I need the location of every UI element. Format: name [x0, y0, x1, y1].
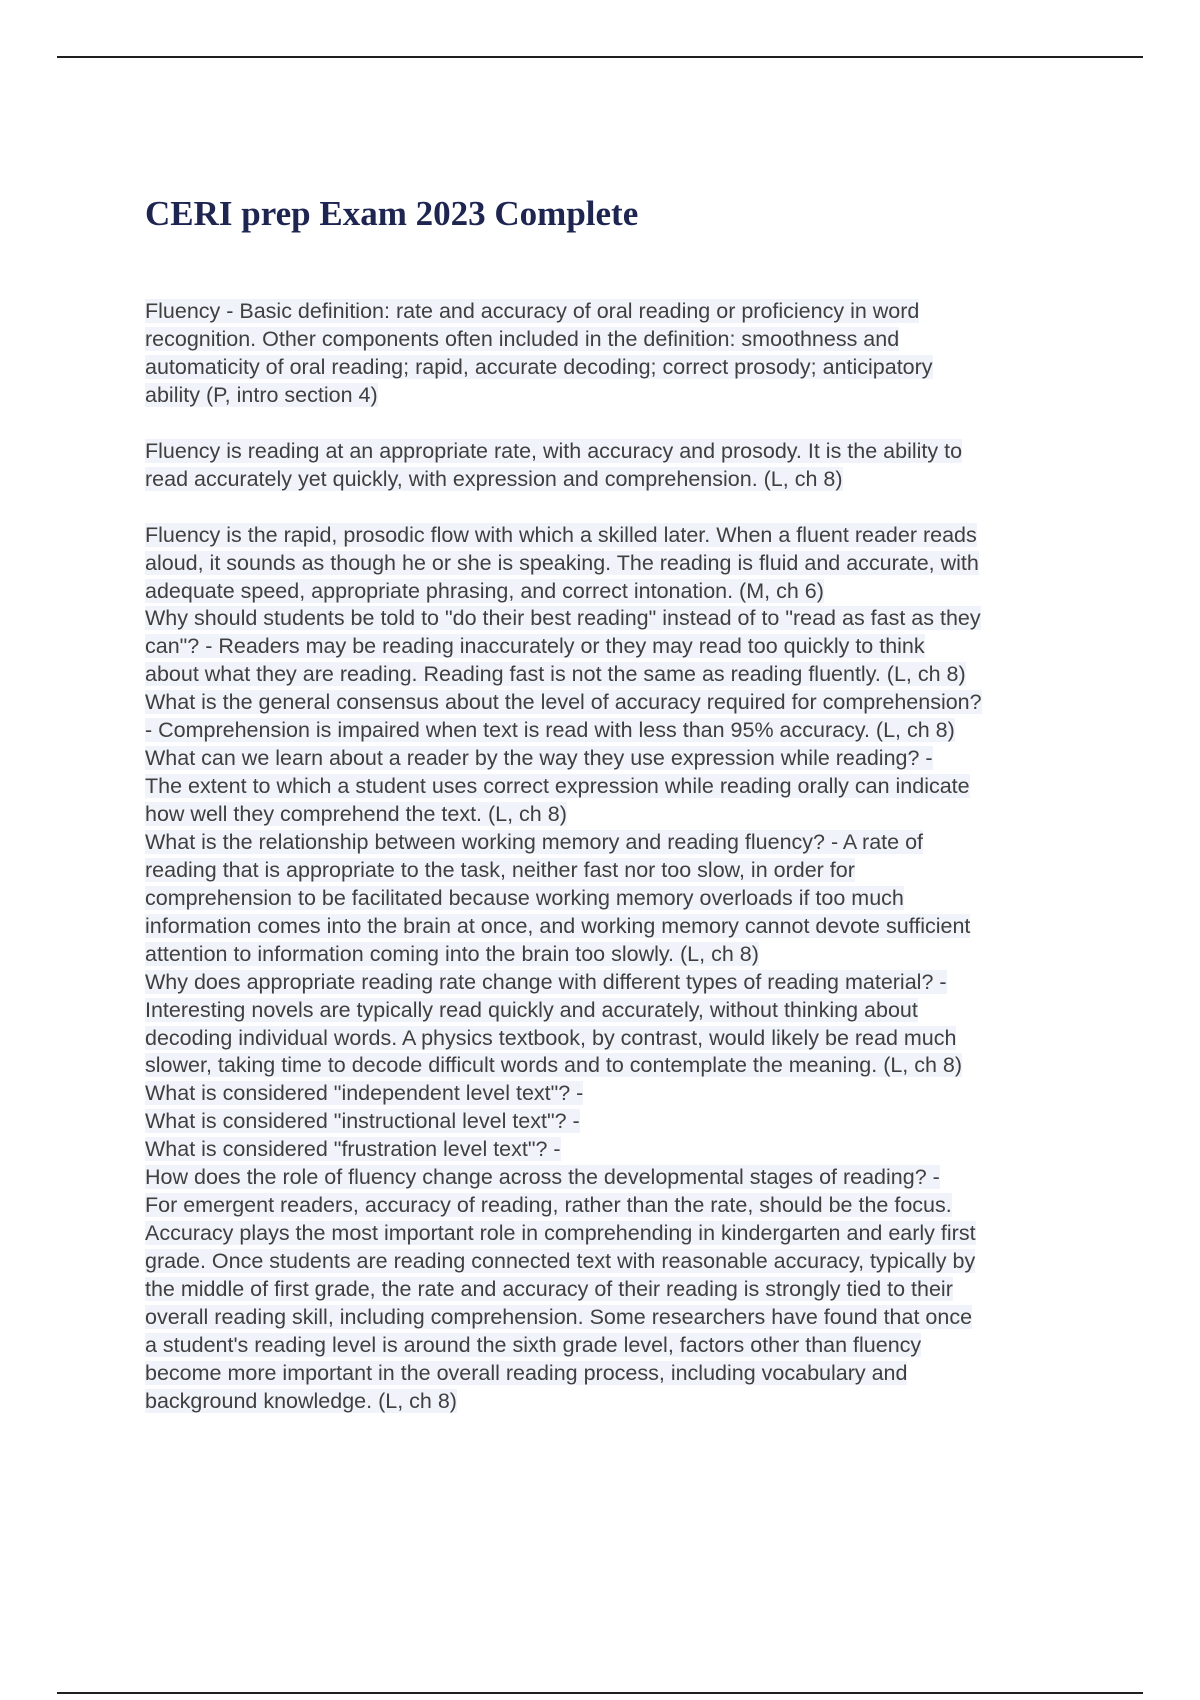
body-line-text: can"? - Readers may be reading inaccurately or they may read too quickly to think	[145, 634, 925, 659]
body-line-text: Accuracy plays the most important role in comprehending in kindergarten and early first	[145, 1221, 976, 1246]
body-line	[145, 997, 1095, 1025]
body-line-text: Fluency - Basic definition: rate and accuracy of oral reading or proficiency in word	[145, 299, 920, 323]
body-line	[145, 1332, 1095, 1360]
body-line	[145, 1164, 1095, 1192]
body-line-text: become more important in the overall reading process, including vocabulary and	[145, 1360, 908, 1385]
top-rule	[57, 56, 1143, 58]
body-line	[145, 466, 1095, 494]
body-line-text: How does the role of fluency change across the developmental stages of reading? -	[145, 1165, 940, 1190]
body-line-text: For emergent readers, accuracy of reading, rather than the rate, should be the focus.	[145, 1193, 952, 1218]
body-line	[145, 1136, 1095, 1164]
paragraph-gap	[145, 410, 1095, 438]
body-line	[145, 354, 1095, 382]
body-line-text: Fluency is reading at an appropriate rate, with accuracy and prosody. It is the ability to	[145, 438, 963, 463]
body-line-text: slower, taking time to decode difficult words and to contemplate the meaning. (L, ch 8)	[145, 1053, 963, 1078]
body-line	[145, 857, 1095, 885]
body-line-text: overall reading skill, including comprehension. Some researchers have found that once	[145, 1304, 973, 1329]
body-line	[145, 605, 1095, 633]
body-line-text: ability (P, intro section 4)	[145, 382, 378, 407]
body-line	[145, 689, 1095, 717]
body-line-text: What is considered "instructional level text"? -	[145, 1109, 580, 1134]
body-line	[145, 1052, 1095, 1080]
body-line	[145, 298, 1095, 326]
body-line	[145, 633, 1095, 661]
body-line-text: What is the general consensus about the level of accuracy required for comprehension?	[145, 690, 982, 715]
body-line-text: What is the relationship between working memory and reading fluency? - A rate of	[145, 829, 923, 854]
body-line	[145, 661, 1095, 689]
body-line-text: What can we learn about a reader by the way they use expression while reading? -	[145, 746, 933, 771]
body-line	[145, 1248, 1095, 1276]
body-line-text: Why should students be told to "do their best reading" instead of to "read as fast as they	[145, 606, 981, 631]
paragraph-gap	[145, 494, 1095, 522]
body-line-text: grade. Once students are reading connected text with reasonable accuracy, typically by	[145, 1249, 976, 1273]
body-line-text: comprehension to be facilitated because working memory overloads if too much	[145, 885, 904, 910]
body-line	[145, 1304, 1095, 1332]
body-line-text: adequate speed, appropriate phrasing, and correct intonation. (M, ch 6)	[145, 578, 824, 603]
document-title: CERI prep Exam 2023 Complete	[145, 194, 639, 233]
body-line-text: decoding individual words. A physics textbook, by contrast, would likely be read much	[145, 1025, 957, 1050]
body-line	[145, 438, 1095, 466]
body-line	[145, 382, 1095, 410]
body-line	[145, 1388, 1095, 1416]
body-line-text: the middle of first grade, the rate and accuracy of their reading is strongly tied to their	[145, 1276, 953, 1301]
body-line	[145, 1276, 1095, 1304]
body-line	[145, 1360, 1095, 1388]
body-line	[145, 1192, 1095, 1220]
body-line	[145, 913, 1095, 941]
body-line-text: Why does appropriate reading rate change with different types of reading material? -	[145, 969, 947, 994]
body-line-text: What is considered "independent level text"? -	[145, 1081, 584, 1106]
body-line-text: The extent to which a student uses correct expression while reading orally can indicate	[145, 774, 970, 799]
body-line-text: background knowledge. (L, ch 8)	[145, 1388, 457, 1413]
body-line	[145, 745, 1095, 773]
body-line-text: how well they comprehend the text. (L, ch 8)	[145, 802, 567, 826]
body-line	[145, 773, 1095, 801]
document-body	[145, 298, 1095, 1416]
body-line-text: Fluency is the rapid, prosodic flow with which a skilled later. When a fluent reader reads	[145, 522, 977, 547]
body-line-text: - Comprehension is impaired when text is read with less than 95% accuracy. (L, ch 8)	[145, 718, 955, 743]
body-line-text: read accurately yet quickly, with expression and comprehension. (L, ch 8)	[145, 466, 843, 491]
body-line	[145, 1220, 1095, 1248]
body-line	[145, 941, 1095, 969]
bottom-rule	[57, 1692, 1143, 1694]
body-line-text: reading that is appropriate to the task, neither fast nor too slow, in order for	[145, 857, 855, 882]
body-line	[145, 1025, 1095, 1053]
body-line-text: about what they are reading. Reading fast is not the same as reading fluently. (L, ch 8)	[145, 662, 966, 687]
body-line	[145, 717, 1095, 745]
body-line	[145, 522, 1095, 550]
body-line	[145, 578, 1095, 606]
body-line-text: attention to information coming into the brain too slowly. (L, ch 8)	[145, 941, 759, 966]
body-line	[145, 550, 1095, 578]
body-line-text: automaticity of oral reading; rapid, accurate decoding; correct prosody; anticipatory	[145, 354, 933, 379]
body-line	[145, 1080, 1095, 1108]
body-line-text: aloud, it sounds as though he or she is speaking. The reading is fluid and accurate, with	[145, 550, 979, 575]
body-line-text: Interesting novels are typically read quickly and accurately, without thinking about	[145, 997, 918, 1022]
body-line	[145, 885, 1095, 913]
body-line	[145, 326, 1095, 354]
body-line	[145, 801, 1095, 829]
body-line-text: information comes into the brain at once, and working memory cannot devote sufficient	[145, 913, 971, 938]
body-line-text: a student's reading level is around the sixth grade level, factors other than fluency	[145, 1332, 922, 1357]
body-line-text: recognition. Other components often included in the definition: smoothness and	[145, 326, 900, 351]
body-line	[145, 1108, 1095, 1136]
body-line-text: What is considered "frustration level text"? -	[145, 1137, 561, 1162]
body-line	[145, 969, 1095, 997]
body-line	[145, 829, 1095, 857]
